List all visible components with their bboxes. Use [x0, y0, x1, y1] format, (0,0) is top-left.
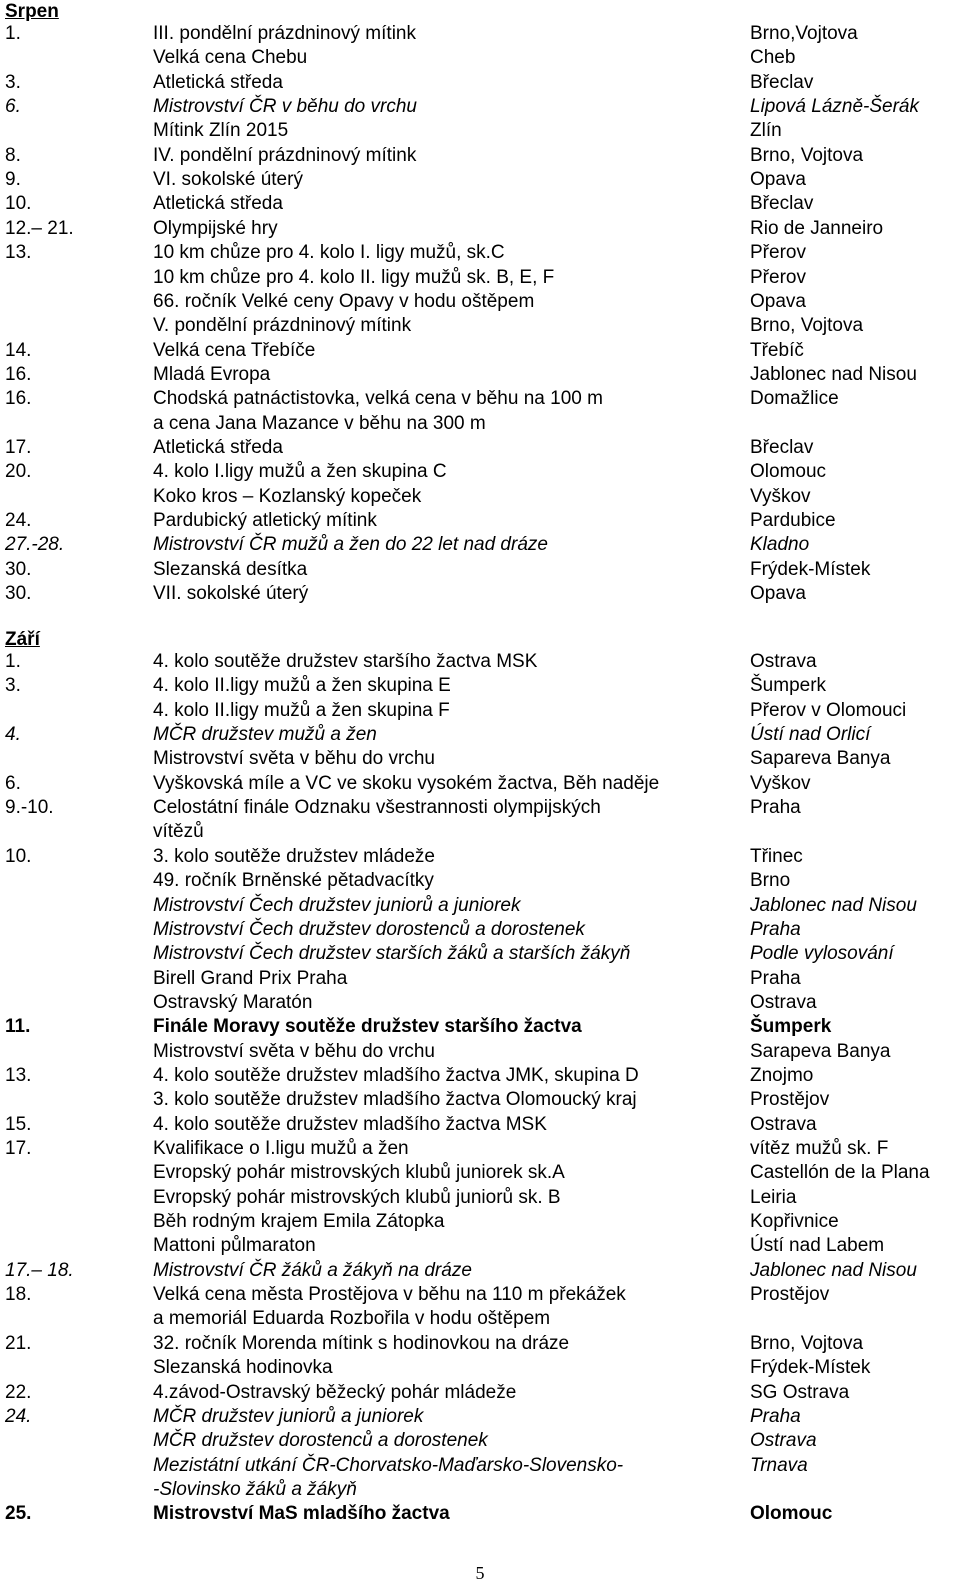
event-row: [0, 1040, 960, 1065]
event-date: 11.: [5, 1016, 31, 1038]
event-place: Ostrava: [750, 1430, 817, 1452]
event-row: [0, 1113, 960, 1138]
event-place: Trnava: [750, 1454, 808, 1476]
event-date: 17.– 18.: [5, 1259, 74, 1281]
event-place: Praha: [750, 918, 801, 940]
event-name: Běh rodným krajem Emila Zátopka: [153, 1211, 445, 1233]
event-name: Slezanská desítka: [153, 558, 308, 580]
event-place: Sapareva Banya: [750, 748, 891, 770]
event-place: Břeclav: [750, 193, 814, 215]
event-name: Ostravský Maratón: [153, 991, 313, 1013]
event-row: [0, 1259, 960, 1284]
event-date: 10.: [5, 845, 32, 867]
event-name: 3. kolo soutěže družstev mladšího žactva Olomoucký kraj: [153, 1089, 637, 1111]
event-place: SG Ostrava: [750, 1381, 850, 1403]
event-name: Mattoni půlmaraton: [153, 1235, 316, 1257]
event-name: Atletická středa: [153, 436, 283, 458]
event-row: [0, 363, 960, 388]
event-row: [0, 1161, 960, 1186]
event-date: 25.: [5, 1503, 32, 1525]
event-place: Kopřivnice: [750, 1211, 839, 1233]
event-place: Jablonec nad Nisou: [750, 363, 917, 385]
event-place: Brno, Vojtova: [750, 315, 864, 337]
event-row: [0, 509, 960, 534]
event-row: [0, 1332, 960, 1357]
event-date: 24.: [5, 1405, 32, 1427]
event-row: [0, 436, 960, 461]
event-place: Rio de Janneiro: [750, 217, 884, 239]
event-row: [0, 1283, 960, 1308]
event-name: Velká cena Chebu: [153, 47, 308, 69]
event-name: 4. kolo soutěže družstev staršího žactva MSK: [153, 651, 538, 672]
event-row: [0, 119, 960, 144]
event-date: 4.: [5, 724, 21, 746]
event-row: [0, 699, 960, 724]
event-name: 10 km chůze pro 4. kolo II. ligy mužů sk. B, E, F: [153, 266, 555, 288]
event-name: Mítink Zlín 2015: [153, 120, 289, 142]
event-place: Pardubice: [750, 510, 836, 531]
event-date: 9.: [5, 169, 21, 191]
event-place: vítěz mužů sk. F: [750, 1138, 889, 1159]
event-row: [0, 772, 960, 797]
event-row: [0, 1307, 960, 1332]
event-name: IV. pondělní prázdninový mítink: [153, 144, 417, 166]
event-name: Mistrovství Čech družstev starších žáků a starších žákyň: [153, 943, 631, 965]
event-row: [0, 967, 960, 992]
event-row: [0, 1429, 960, 1454]
event-date: 22.: [5, 1381, 32, 1403]
event-name: Mistrovství ČR mužů a žen do 22 let nad dráze: [153, 534, 548, 556]
page-number: 5: [475, 1563, 485, 1583]
event-date: 13.: [5, 1064, 32, 1086]
event-place: Šumperk: [750, 1016, 832, 1038]
event-name: Finále Moravy soutěže družstev staršího žactva: [153, 1016, 582, 1038]
event-name: VI. sokolské úterý: [153, 169, 303, 191]
month-heading: Srpen: [5, 1, 59, 22]
event-place: Brno, Vojtova: [750, 144, 864, 166]
event-name: Mladá Evropa: [153, 363, 271, 385]
event-row: [0, 387, 960, 412]
event-name: MČR družstev mužů a žen: [153, 724, 377, 746]
event-name: 10 km chůze pro 4. kolo I. ligy mužů, sk.C: [153, 242, 505, 264]
event-place: Jablonec nad Nisou: [750, 1259, 917, 1281]
event-name: Kvalifikace o I.ligu mužů a žen: [153, 1138, 409, 1159]
event-place: Znojmo: [750, 1064, 814, 1086]
event-place: Lipová Lázně-Šerák: [750, 96, 919, 118]
event-row: [0, 1088, 960, 1113]
event-row: [0, 1405, 960, 1430]
event-date: 30.: [5, 583, 32, 605]
event-name: Evropský pohár mistrovských klubů juniorek sk.A: [153, 1162, 565, 1184]
event-place: Ústí nad Labem: [750, 1235, 885, 1257]
event-date: 13.: [5, 242, 32, 264]
event-row: [0, 894, 960, 919]
event-name: -Slovinsko žáků a žákyň: [153, 1478, 357, 1500]
event-name: Koko kros – Kozlanský kopeček: [153, 485, 422, 507]
event-place: Přerov: [750, 266, 806, 288]
event-date: 6.: [5, 96, 21, 118]
event-place: Brno, Vojtova: [750, 1332, 864, 1354]
event-name: 4. kolo I.ligy mužů a žen skupina C: [153, 461, 447, 483]
event-name: 49. ročník Brněnské pětadvacítky: [153, 870, 434, 892]
event-row: [0, 192, 960, 217]
event-place: Břeclav: [750, 436, 814, 458]
event-row: [0, 1356, 960, 1381]
event-name: III. pondělní prázdninový mítink: [153, 23, 416, 44]
event-place: Olomouc: [750, 1503, 833, 1525]
event-name: MČR družstev dorostenců a dorostenek: [153, 1430, 488, 1452]
event-place: Jablonec nad Nisou: [750, 894, 917, 916]
event-name: Vyškovská míle a VC ve skoku vysokém žactva, Běh naděje: [153, 772, 660, 794]
event-place: Castellón de la Plana: [750, 1162, 930, 1184]
event-name: 4. kolo soutěže družstev mladšího žactva JMK, skupina D: [153, 1064, 639, 1086]
event-row: [0, 918, 960, 943]
event-place: Prostějov: [750, 1089, 830, 1111]
event-place: Opava: [750, 169, 806, 191]
event-name: 4. kolo II.ligy mužů a žen skupina F: [153, 699, 450, 721]
event-row: [0, 650, 960, 675]
event-name: vítězů: [153, 821, 204, 843]
event-row: [0, 845, 960, 870]
event-place: Přerov v Olomouci: [750, 699, 907, 721]
event-name: Velká cena města Prostějova v běhu na 110 m překážek: [153, 1284, 626, 1306]
event-row: [0, 1381, 960, 1406]
event-place: Frýdek-Místek: [750, 1357, 871, 1379]
event-date: 27.-28.: [5, 534, 65, 556]
event-place: Přerov: [750, 242, 806, 264]
event-name: Birell Grand Prix Praha: [153, 967, 348, 989]
event-date: 18.: [5, 1284, 32, 1306]
event-date: 24.: [5, 510, 32, 531]
event-place: Praha: [750, 1405, 801, 1427]
month-heading: Září: [5, 629, 40, 650]
event-name: 32. ročník Morenda mítink s hodinovkou na dráze: [153, 1332, 570, 1354]
event-row: [0, 290, 960, 315]
event-name: 4. kolo II.ligy mužů a žen skupina E: [153, 675, 451, 697]
event-row: [0, 1234, 960, 1259]
event-row: [0, 1137, 960, 1162]
event-place: Třinec: [750, 845, 803, 867]
event-place: Vyškov: [750, 772, 811, 794]
event-date: 15.: [5, 1113, 32, 1135]
event-name: Mistrovství světa v běhu do vrchu: [153, 748, 435, 770]
event-place: Frýdek-Místek: [750, 558, 871, 580]
event-name: Celostátní finále Odznaku všestrannosti olympijských: [153, 797, 601, 819]
event-name: Mistrovství Čech družstev dorostenců a dorostenek: [153, 918, 585, 940]
event-date: 1.: [5, 651, 21, 672]
event-place: Vyškov: [750, 485, 811, 507]
event-place: Ostrava: [750, 991, 817, 1013]
event-row: [0, 1015, 960, 1040]
event-place: Opava: [750, 290, 806, 312]
event-place: Cheb: [750, 47, 796, 69]
event-name: Mezistátní utkání ČR-Chorvatsko-Maďarsko-Slovensko-: [153, 1454, 624, 1476]
event-row: [0, 217, 960, 242]
event-name: Chodská patnáctistovka, velká cena v běhu na 100 m: [153, 388, 603, 410]
event-row: [0, 1186, 960, 1211]
event-name: 4.závod-Ostravský běžecký pohár mládeže: [153, 1381, 517, 1403]
event-row: [0, 460, 960, 485]
event-row: [0, 1478, 960, 1503]
event-row: [0, 820, 960, 845]
event-date: 17.: [5, 436, 32, 458]
event-date: 3.: [5, 71, 21, 93]
event-date: 17.: [5, 1138, 32, 1159]
event-place: Ústí nad Orlicí: [750, 724, 871, 746]
event-row: [0, 942, 960, 967]
event-date: 16.: [5, 388, 32, 410]
event-place: Opava: [750, 583, 806, 605]
event-name: VII. sokolské úterý: [153, 583, 309, 605]
event-place: Brno,Vojtova: [750, 23, 858, 44]
event-place: Třebíč: [750, 339, 804, 361]
event-name: a cena Jana Mazance v běhu na 300 m: [153, 412, 486, 434]
event-row: [0, 674, 960, 699]
event-row: [0, 46, 960, 71]
event-name: Olympijské hry: [153, 217, 278, 239]
event-place: Domažlice: [750, 388, 839, 410]
event-name: Evropský pohár mistrovských klubů juniorů sk. B: [153, 1186, 561, 1208]
event-row: [0, 412, 960, 437]
event-place: Olomouc: [750, 461, 827, 483]
event-date: 1.: [5, 23, 21, 44]
event-name: MČR družstev juniorů a juniorek: [153, 1405, 424, 1427]
event-name: 66. ročník Velké ceny Opavy v hodu oštěpem: [153, 290, 535, 312]
event-row: [0, 1210, 960, 1235]
event-date: 10.: [5, 193, 32, 215]
event-row: [0, 339, 960, 364]
event-place: Zlín: [750, 120, 782, 142]
event-name: a memoriál Eduarda Rozbořila v hodu oštěpem: [153, 1308, 551, 1330]
event-place: Prostějov: [750, 1284, 830, 1306]
event-row: [0, 1064, 960, 1089]
event-date: 16.: [5, 363, 32, 385]
event-row: [0, 869, 960, 894]
event-name: Atletická středa: [153, 71, 283, 93]
event-row: [0, 22, 960, 47]
event-row: [0, 1502, 960, 1527]
event-date: 3.: [5, 675, 21, 697]
event-row: [0, 796, 960, 821]
event-place: Praha: [750, 797, 801, 819]
event-row: [0, 558, 960, 583]
event-row: [0, 168, 960, 193]
event-name: Mistrovství Čech družstev juniorů a juniorek: [153, 894, 521, 916]
event-date: 8.: [5, 144, 21, 166]
event-row: [0, 1454, 960, 1479]
event-row: [0, 95, 960, 120]
event-row: [0, 266, 960, 291]
event-name: Mistrovství ČR v běhu do vrchu: [153, 96, 417, 118]
event-row: [0, 241, 960, 266]
event-place: Podle vylosování: [750, 943, 894, 965]
event-place: Leiria: [750, 1186, 797, 1208]
event-row: [0, 723, 960, 748]
event-row: [0, 747, 960, 772]
event-name: 3. kolo soutěže družstev mládeže: [153, 845, 435, 867]
event-name: V. pondělní prázdninový mítink: [153, 315, 412, 337]
event-row: [0, 533, 960, 558]
event-place: Ostrava: [750, 1113, 817, 1135]
event-row: [0, 991, 960, 1016]
event-date: 12.– 21.: [5, 217, 74, 239]
event-date: 30.: [5, 558, 32, 580]
event-row: [0, 71, 960, 96]
event-name: Mistrovství MaS mladšího žactva: [153, 1503, 450, 1525]
event-place: Praha: [750, 967, 801, 989]
event-name: Pardubický atletický mítink: [153, 510, 377, 531]
event-name: Mistrovství světa v běhu do vrchu: [153, 1040, 435, 1062]
event-place: Sarapeva Banya: [750, 1040, 891, 1062]
event-row: [0, 314, 960, 339]
event-date: 20.: [5, 461, 32, 483]
event-place: Brno: [750, 870, 791, 892]
event-date: 14.: [5, 339, 32, 361]
event-place: Břeclav: [750, 71, 814, 93]
event-name: Atletická středa: [153, 193, 283, 215]
event-date: 6.: [5, 772, 21, 794]
event-row: [0, 144, 960, 169]
event-place: Kladno: [750, 534, 810, 556]
event-place: Šumperk: [750, 675, 827, 697]
event-date: 9.-10.: [5, 797, 54, 819]
event-name: Velká cena Třebíče: [153, 339, 316, 361]
event-place: Ostrava: [750, 651, 817, 672]
event-name: 4. kolo soutěže družstev mladšího žactva MSK: [153, 1113, 547, 1135]
event-name: Mistrovství ČR žáků a žákyň na dráze: [153, 1259, 472, 1281]
event-row: [0, 582, 960, 607]
event-row: [0, 485, 960, 510]
event-date: 21.: [5, 1332, 32, 1354]
event-name: Slezanská hodinovka: [153, 1357, 333, 1379]
